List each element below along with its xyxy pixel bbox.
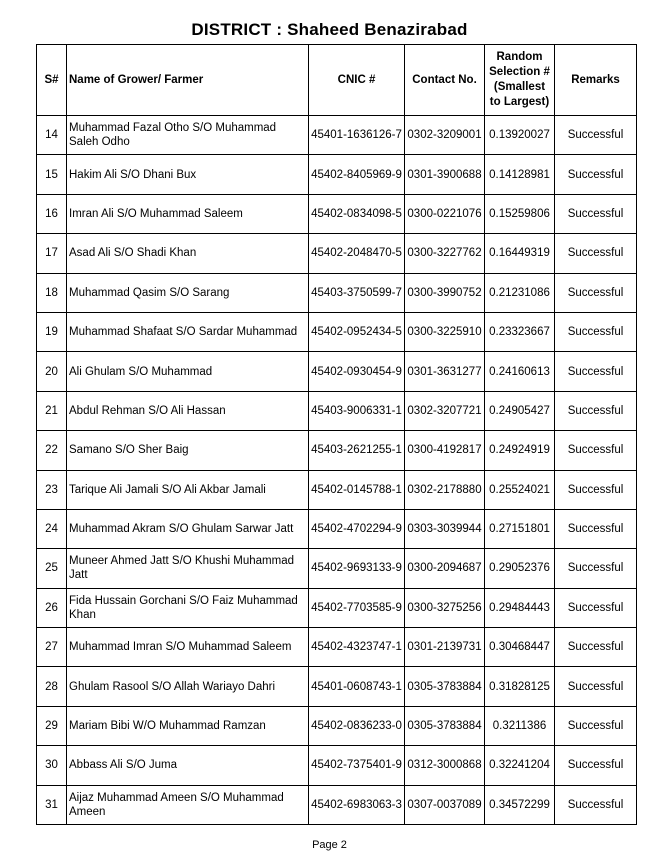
cell-random-selection: 0.29052376 bbox=[485, 549, 555, 588]
cell-remarks: Successful bbox=[555, 116, 637, 155]
cell-cnic: 45402-7703585-9 bbox=[309, 588, 405, 627]
page-number: Page 2 bbox=[312, 839, 347, 851]
table-row bbox=[37, 391, 637, 430]
growers-table bbox=[36, 44, 637, 825]
cell-sn: 25 bbox=[37, 549, 67, 588]
cell-contact: 0301-3900688 bbox=[405, 155, 485, 194]
cell-name: Muhammad Shafaat S/O Sardar Muhammad bbox=[67, 312, 309, 351]
cell-name: Muhammad Akram S/O Ghulam Sarwar Jatt bbox=[67, 509, 309, 548]
header-contact: Contact No. bbox=[405, 45, 485, 116]
cell-cnic: 45403-2621255-1 bbox=[309, 431, 405, 470]
cell-contact: 0305-3783884 bbox=[405, 667, 485, 706]
cell-cnic: 45402-0836233-0 bbox=[309, 706, 405, 745]
table-row bbox=[37, 706, 637, 745]
cell-random-selection: 0.14128981 bbox=[485, 155, 555, 194]
cell-random-selection: 0.21231086 bbox=[485, 273, 555, 312]
cell-cnic: 45402-0834098-5 bbox=[309, 194, 405, 233]
table-row bbox=[37, 116, 637, 155]
cell-sn: 20 bbox=[37, 352, 67, 391]
cell-remarks: Successful bbox=[555, 155, 637, 194]
cell-remarks: Successful bbox=[555, 785, 637, 824]
cell-name: Fida Hussain Gorchani S/O Faiz Muhammad Khan bbox=[67, 588, 309, 627]
cell-random-selection: 0.32241204 bbox=[485, 746, 555, 785]
cell-random-selection: 0.34572299 bbox=[485, 785, 555, 824]
cell-sn: 18 bbox=[37, 273, 67, 312]
cell-remarks: Successful bbox=[555, 746, 637, 785]
cell-remarks: Successful bbox=[555, 667, 637, 706]
cell-random-selection: 0.16449319 bbox=[485, 234, 555, 273]
cell-random-selection: 0.30468447 bbox=[485, 628, 555, 667]
cell-name: Muhammad Imran S/O Muhammad Saleem bbox=[67, 628, 309, 667]
cell-remarks: Successful bbox=[555, 431, 637, 470]
cell-name: Ghulam Rasool S/O Allah Wariayo Dahri bbox=[67, 667, 309, 706]
cell-contact: 0312-3000868 bbox=[405, 746, 485, 785]
cell-contact: 0302-2178880 bbox=[405, 470, 485, 509]
cell-sn: 27 bbox=[37, 628, 67, 667]
cell-sn: 22 bbox=[37, 431, 67, 470]
cell-random-selection: 0.15259806 bbox=[485, 194, 555, 233]
cell-contact: 0305-3783884 bbox=[405, 706, 485, 745]
cell-remarks: Successful bbox=[555, 273, 637, 312]
cell-name: Abbass Ali S/O Juma bbox=[67, 746, 309, 785]
cell-sn: 17 bbox=[37, 234, 67, 273]
cell-sn: 31 bbox=[37, 785, 67, 824]
cell-sn: 30 bbox=[37, 746, 67, 785]
table-row bbox=[37, 785, 637, 824]
cell-contact: 0300-3225910 bbox=[405, 312, 485, 351]
cell-cnic: 45402-4323747-1 bbox=[309, 628, 405, 667]
table-row bbox=[37, 470, 637, 509]
cell-remarks: Successful bbox=[555, 588, 637, 627]
cell-name: Mariam Bibi W/O Muhammad Ramzan bbox=[67, 706, 309, 745]
cell-remarks: Successful bbox=[555, 391, 637, 430]
table-row bbox=[37, 431, 637, 470]
cell-random-selection: 0.24905427 bbox=[485, 391, 555, 430]
cell-sn: 16 bbox=[37, 194, 67, 233]
cell-cnic: 45402-6983063-3 bbox=[309, 785, 405, 824]
cell-random-selection: 0.31828125 bbox=[485, 667, 555, 706]
cell-contact: 0300-4192817 bbox=[405, 431, 485, 470]
cell-cnic: 45402-9693133-9 bbox=[309, 549, 405, 588]
cell-cnic: 45402-0952434-5 bbox=[309, 312, 405, 351]
cell-cnic: 45402-4702294-9 bbox=[309, 509, 405, 548]
cell-remarks: Successful bbox=[555, 352, 637, 391]
table-row bbox=[37, 667, 637, 706]
table-row bbox=[37, 312, 637, 351]
cell-random-selection: 0.27151801 bbox=[485, 509, 555, 548]
cell-sn: 14 bbox=[37, 116, 67, 155]
table-row bbox=[37, 352, 637, 391]
cell-contact: 0300-3275256 bbox=[405, 588, 485, 627]
cell-cnic: 45402-0930454-9 bbox=[309, 352, 405, 391]
header-random-selection: Random Selection # (Smallest to Largest) bbox=[485, 45, 555, 116]
cell-random-selection: 0.29484443 bbox=[485, 588, 555, 627]
cell-sn: 24 bbox=[37, 509, 67, 548]
table-row bbox=[37, 509, 637, 548]
cell-remarks: Successful bbox=[555, 312, 637, 351]
cell-random-selection: 0.3211386 bbox=[485, 706, 555, 745]
table-row bbox=[37, 273, 637, 312]
table-row bbox=[37, 549, 637, 588]
table-row bbox=[37, 234, 637, 273]
cell-remarks: Successful bbox=[555, 194, 637, 233]
cell-remarks: Successful bbox=[555, 549, 637, 588]
cell-contact: 0303-3039944 bbox=[405, 509, 485, 548]
cell-contact: 0307-0037089 bbox=[405, 785, 485, 824]
cell-sn: 26 bbox=[37, 588, 67, 627]
cell-sn: 19 bbox=[37, 312, 67, 351]
table-row bbox=[37, 155, 637, 194]
cell-cnic: 45401-1636126-7 bbox=[309, 116, 405, 155]
cell-cnic: 45402-8405969-9 bbox=[309, 155, 405, 194]
header-name: Name of Grower/ Farmer bbox=[67, 45, 309, 116]
cell-contact: 0300-0221076 bbox=[405, 194, 485, 233]
table-row bbox=[37, 194, 637, 233]
cell-cnic: 45402-0145788-1 bbox=[309, 470, 405, 509]
cell-remarks: Successful bbox=[555, 470, 637, 509]
cell-name: Muhammad Qasim S/O Sarang bbox=[67, 273, 309, 312]
cell-random-selection: 0.13920027 bbox=[485, 116, 555, 155]
cell-contact: 0302-3207721 bbox=[405, 391, 485, 430]
header-remarks: Remarks bbox=[555, 45, 637, 116]
cell-sn: 15 bbox=[37, 155, 67, 194]
cell-sn: 28 bbox=[37, 667, 67, 706]
table-header-row bbox=[37, 45, 637, 116]
cell-contact: 0300-3227762 bbox=[405, 234, 485, 273]
cell-remarks: Successful bbox=[555, 706, 637, 745]
cell-remarks: Successful bbox=[555, 628, 637, 667]
cell-name: Imran Ali S/O Muhammad Saleem bbox=[67, 194, 309, 233]
table-row bbox=[37, 628, 637, 667]
cell-remarks: Successful bbox=[555, 509, 637, 548]
cell-name: Samano S/O Sher Baig bbox=[67, 431, 309, 470]
header-cnic: CNIC # bbox=[309, 45, 405, 116]
cell-name: Hakim Ali S/O Dhani Bux bbox=[67, 155, 309, 194]
cell-random-selection: 0.24160613 bbox=[485, 352, 555, 391]
cell-sn: 21 bbox=[37, 391, 67, 430]
cell-cnic: 45403-9006331-1 bbox=[309, 391, 405, 430]
cell-sn: 29 bbox=[37, 706, 67, 745]
cell-cnic: 45402-7375401-9 bbox=[309, 746, 405, 785]
cell-contact: 0301-3631277 bbox=[405, 352, 485, 391]
page-title: DISTRICT : Shaheed Benazirabad bbox=[191, 20, 468, 39]
cell-cnic: 45403-3750599-7 bbox=[309, 273, 405, 312]
cell-remarks: Successful bbox=[555, 234, 637, 273]
cell-cnic: 45401-0608743-1 bbox=[309, 667, 405, 706]
cell-contact: 0300-2094687 bbox=[405, 549, 485, 588]
cell-name: Ali Ghulam S/O Muhammad bbox=[67, 352, 309, 391]
cell-random-selection: 0.23323667 bbox=[485, 312, 555, 351]
cell-cnic: 45402-2048470-5 bbox=[309, 234, 405, 273]
cell-contact: 0301-2139731 bbox=[405, 628, 485, 667]
cell-name: Abdul Rehman S/O Ali Hassan bbox=[67, 391, 309, 430]
cell-contact: 0302-3209001 bbox=[405, 116, 485, 155]
cell-contact: 0300-3990752 bbox=[405, 273, 485, 312]
cell-name: Tarique Ali Jamali S/O Ali Akbar Jamali bbox=[67, 470, 309, 509]
table-row bbox=[37, 746, 637, 785]
cell-sn: 23 bbox=[37, 470, 67, 509]
header-sn: S# bbox=[37, 45, 67, 116]
cell-random-selection: 0.25524021 bbox=[485, 470, 555, 509]
table-row bbox=[37, 588, 637, 627]
cell-random-selection: 0.24924919 bbox=[485, 431, 555, 470]
cell-name: Muneer Ahmed Jatt S/O Khushi Muhammad Jatt bbox=[67, 549, 309, 588]
cell-name: Muhammad Fazal Otho S/O Muhammad Saleh Odho bbox=[67, 116, 309, 155]
cell-name: Aijaz Muhammad Ameen S/O Muhammad Ameen bbox=[67, 785, 309, 824]
cell-name: Asad Ali S/O Shadi Khan bbox=[67, 234, 309, 273]
